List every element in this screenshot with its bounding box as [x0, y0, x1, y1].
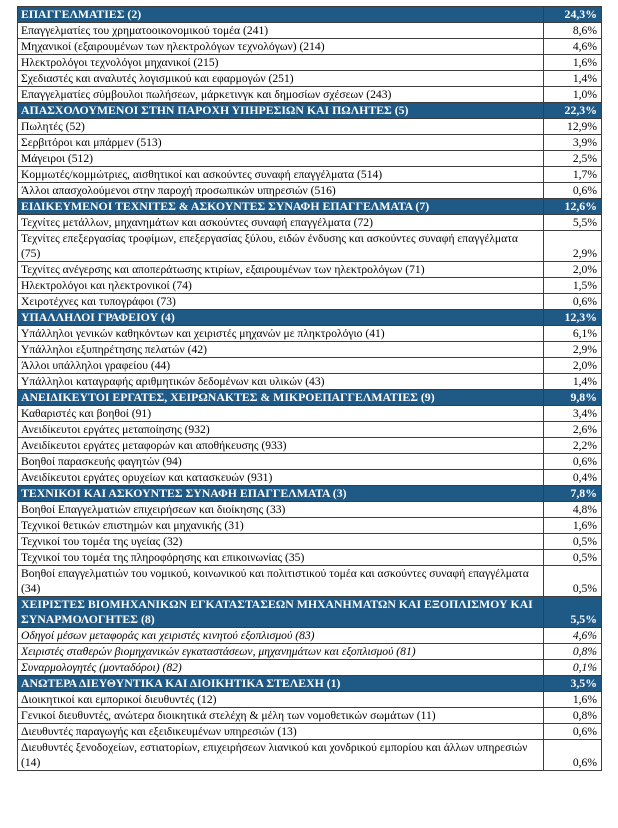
- table-row: [18, 39, 602, 55]
- section-header-row: [18, 597, 602, 628]
- occupation-percentage: 4,8%: [544, 502, 602, 518]
- section-total: 9,8%: [544, 390, 602, 406]
- occupation-label: Διευθυντές παραγωγής και εξειδικευμένων υπηρεσιών (13): [18, 724, 544, 740]
- occupation-percentage: 0,4%: [544, 470, 602, 486]
- occupation-label: Ηλεκτρολόγοι και ηλεκτρονικοί (74): [18, 278, 544, 294]
- occupation-label: Υπάλληλοι καταγραφής αριθμητικών δεδομένων και υλικών (43): [18, 374, 544, 390]
- occupation-percentage: 1,0%: [544, 87, 602, 103]
- section-total: 5,5%: [544, 597, 602, 628]
- occupation-label: Οδηγοί μέσων μεταφοράς και χειριστές κινητού εξοπλισμού (83): [18, 628, 544, 644]
- table-row: [18, 326, 602, 342]
- table-row: [18, 740, 602, 771]
- table-row: [18, 422, 602, 438]
- occupation-label: Τεχνικοί θετικών επιστημών και μηχανικής (31): [18, 518, 544, 534]
- occupation-percentage: 2,0%: [544, 262, 602, 278]
- occupation-percentage: 2,9%: [544, 231, 602, 262]
- section-total: 22,3%: [544, 103, 602, 119]
- occupation-label: Σερβιτόροι και μπάρμεν (513): [18, 135, 544, 151]
- table-row: [18, 278, 602, 294]
- occupation-label: Συναρμολογητές (μονταδόροι) (82): [18, 660, 544, 676]
- occupation-percentage: 1,6%: [544, 518, 602, 534]
- table-row: [18, 518, 602, 534]
- section-total: 7,8%: [544, 486, 602, 502]
- occupation-label: Υπάλληλοι εξυπηρέτησης πελατών (42): [18, 342, 544, 358]
- occupation-label: Βοηθοί παρασκευής φαγητών (94): [18, 454, 544, 470]
- section-title: ΑΝΩΤΕΡΑ ΔΙΕΥΘΥΝΤΙΚΑ ΚΑΙ ΔΙΟΙΚΗΤΙΚΑ ΣΤΕΛΕΧΗ (1): [18, 676, 544, 692]
- table-row: [18, 470, 602, 486]
- table-row: [18, 71, 602, 87]
- table-row: [18, 406, 602, 422]
- occupation-label: Ανειδίκευτοι εργάτες μεταφορών και αποθήκευσης (933): [18, 438, 544, 454]
- occupation-percentage: 0,5%: [544, 550, 602, 566]
- occupation-percentage: 2,0%: [544, 358, 602, 374]
- occupation-label: Τεχνίτες μετάλλων, μηχανημάτων και ασκούντες συναφή επαγγέλματα (72): [18, 215, 544, 231]
- section-total: 12,3%: [544, 310, 602, 326]
- section-title: ΑΠΑΣΧΟΛΟΥΜΕΝΟΙ ΣΤΗΝ ΠΑΡΟΧΗ ΥΠΗΡΕΣΙΩΝ ΚΑΙ ΠΩΛΗΤΕΣ (5): [18, 103, 544, 119]
- occupation-label: Υπάλληλοι γενικών καθηκόντων και χειριστές μηχανών με πληκτρολόγιο (41): [18, 326, 544, 342]
- table-row: [18, 438, 602, 454]
- table-row: [18, 119, 602, 135]
- occupation-label: Ανειδίκευτοι εργάτες ορυχείων και κατασκευών (931): [18, 470, 544, 486]
- table-row: [18, 644, 602, 660]
- occupation-label: Τεχνικοί του τομέα της υγείας (32): [18, 534, 544, 550]
- table-row: [18, 167, 602, 183]
- occupation-label: Επαγγελματίες του χρηματοοικονομικού τομέα (241): [18, 23, 544, 39]
- occupation-label: Τεχνίτες ανέγερσης και αποπεράτωσης κτιρίων, εξαιρουμένων των ηλεκτρολόγων (71): [18, 262, 544, 278]
- occupation-label: Επαγγελματίες σύμβουλοι πωλήσεων, μάρκετινγκ και δημοσίων σχέσεων (243): [18, 87, 544, 103]
- table-row: [18, 724, 602, 740]
- occupation-percentage: 1,4%: [544, 374, 602, 390]
- table-row: [18, 294, 602, 310]
- section-header-row: [18, 486, 602, 502]
- occupation-label: Χειροτέχνες και τυπογράφοι (73): [18, 294, 544, 310]
- occupation-percentage: 0,5%: [544, 566, 602, 597]
- section-title: ΥΠΑΛΛΗΛΟΙ ΓΡΑΦΕΙΟΥ (4): [18, 310, 544, 326]
- occupation-percentage: 1,5%: [544, 278, 602, 294]
- occupation-label: Άλλοι υπάλληλοι γραφείου (44): [18, 358, 544, 374]
- occupation-label: Διευθυντές ξενοδοχείων, εστιατορίων, επιχειρήσεων λιανικού και χονδρικού εμπορίου και άλλων υπηρεσιών (14): [18, 740, 544, 771]
- table-row: [18, 374, 602, 390]
- table-row: [18, 660, 602, 676]
- occupation-label: Πωλητές (52): [18, 119, 544, 135]
- occupation-percentage: 1,7%: [544, 167, 602, 183]
- occupation-label: Άλλοι απασχολούμενοι στην παροχή προσωπικών υπηρεσιών (516): [18, 183, 544, 199]
- section-total: 24,3%: [544, 7, 602, 23]
- table-row: [18, 151, 602, 167]
- occupation-percentage: 0,1%: [544, 660, 602, 676]
- occupation-percentage: 1,6%: [544, 55, 602, 71]
- occupation-percentage: 2,2%: [544, 438, 602, 454]
- table-row: [18, 262, 602, 278]
- occupation-label: Γενικοί διευθυντές, ανώτερα διοικητικά στελέχη & μέλη των νομοθετικών σωμάτων (11): [18, 708, 544, 724]
- occupation-percentage: 5,5%: [544, 215, 602, 231]
- occupation-percentage: 12,9%: [544, 119, 602, 135]
- section-header-row: [18, 103, 602, 119]
- section-header-row: [18, 7, 602, 23]
- table-row: [18, 692, 602, 708]
- table-row: [18, 342, 602, 358]
- table-row: [18, 358, 602, 374]
- occupation-percentage: 0,8%: [544, 644, 602, 660]
- section-title: ΕΠΑΓΓΕΛΜΑΤΙΕΣ (2): [18, 7, 544, 23]
- table-row: [18, 215, 602, 231]
- table-row: [18, 55, 602, 71]
- section-total: 12,6%: [544, 199, 602, 215]
- occupation-percentage: 2,9%: [544, 342, 602, 358]
- table-row: [18, 628, 602, 644]
- occupation-percentage: 3,4%: [544, 406, 602, 422]
- occupation-percentage: 0,6%: [544, 294, 602, 310]
- section-header-row: [18, 676, 602, 692]
- table-row: [18, 135, 602, 151]
- occupation-label: Μάγειροι (512): [18, 151, 544, 167]
- table-row: [18, 566, 602, 597]
- occupation-label: Μηχανικοί (εξαιρουμένων των ηλεκτρολόγων τεχνολόγων) (214): [18, 39, 544, 55]
- occupations-table-container: [17, 6, 601, 771]
- occupation-percentage: 2,5%: [544, 151, 602, 167]
- occupations-table-body: [18, 7, 602, 771]
- occupation-label: Τεχνικοί του τομέα της πληροφόρησης και επικοινωνίας (35): [18, 550, 544, 566]
- section-header-row: [18, 199, 602, 215]
- occupation-percentage: 1,4%: [544, 71, 602, 87]
- occupation-label: Διοικητικοί και εμπορικοί διευθυντές (12): [18, 692, 544, 708]
- occupations-table: [17, 6, 602, 771]
- occupation-percentage: 0,6%: [544, 740, 602, 771]
- table-row: [18, 231, 602, 262]
- occupation-label: Βοηθοί επαγγελματιών του νομικού, κοινωνικού και πολιτιστικού τομέα και ασκούντες συναφή επαγγέλματα (34): [18, 566, 544, 597]
- occupation-percentage: 3,9%: [544, 135, 602, 151]
- occupation-label: Τεχνίτες επεξεργασίας τροφίμων, επεξεργασίας ξύλου, ειδών ένδυσης και ασκούντες συναφή επαγγέλματα (75): [18, 231, 544, 262]
- section-title: ΧΕΙΡΙΣΤΕΣ ΒΙΟΜΗΧΑΝΙΚΩΝ ΕΓΚΑΤΑΣΤΑΣΕΩΝ ΜΗΧΑΝΗΜΑΤΩΝ ΚΑΙ ΕΞΟΠΛΙΣΜΟΥ ΚΑΙ ΣΥΝΑΡΜΟΛΟΓΗΤΕΣ (8): [18, 597, 544, 628]
- occupation-percentage: 0,6%: [544, 454, 602, 470]
- occupation-label: Ηλεκτρολόγοι τεχνολόγοι μηχανικοί (215): [18, 55, 544, 71]
- section-total: 3,5%: [544, 676, 602, 692]
- occupation-percentage: 4,6%: [544, 39, 602, 55]
- section-title: ΑΝΕΙΔΙΚΕΥΤΟΙ ΕΡΓΑΤΕΣ, ΧΕΙΡΩΝΑΚΤΕΣ & ΜΙΚΡΟΕΠΑΓΓΕΛΜΑΤΙΕΣ (9): [18, 390, 544, 406]
- occupation-percentage: 1,6%: [544, 692, 602, 708]
- occupation-percentage: 0,6%: [544, 724, 602, 740]
- table-row: [18, 87, 602, 103]
- occupation-label: Βοηθοί Επαγγελματιών επιχειρήσεων και διοίκησης (33): [18, 502, 544, 518]
- table-row: [18, 23, 602, 39]
- occupation-percentage: 8,6%: [544, 23, 602, 39]
- occupation-percentage: 0,6%: [544, 183, 602, 199]
- occupation-percentage: 6,1%: [544, 326, 602, 342]
- table-row: [18, 454, 602, 470]
- section-title: ΕΙΔΙΚΕΥΜΕΝΟΙ ΤΕΧΝΙΤΕΣ & ΑΣΚΟΥΝΤΕΣ ΣΥΝΑΦΗ ΕΠΑΓΓΕΛΜΑΤΑ (7): [18, 199, 544, 215]
- table-row: [18, 708, 602, 724]
- occupation-percentage: 4,6%: [544, 628, 602, 644]
- occupation-label: Σχεδιαστές και αναλυτές λογισμικού και εφαρμογών (251): [18, 71, 544, 87]
- occupation-percentage: 2,6%: [544, 422, 602, 438]
- section-header-row: [18, 310, 602, 326]
- occupation-label: Κομμωτές/κομμώτριες, αισθητικοί και ασκούντες συναφή επαγγέλματα (514): [18, 167, 544, 183]
- section-header-row: [18, 390, 602, 406]
- table-row: [18, 502, 602, 518]
- section-title: ΤΕΧΝΙΚΟΙ ΚΑΙ ΑΣΚΟΥΝΤΕΣ ΣΥΝΑΦΗ ΕΠΑΓΓΕΛΜΑΤΑ (3): [18, 486, 544, 502]
- occupation-label: Καθαριστές και βοηθοί (91): [18, 406, 544, 422]
- table-row: [18, 550, 602, 566]
- occupation-percentage: 0,8%: [544, 708, 602, 724]
- occupation-label: Χειριστές σταθερών βιομηχανικών εγκαταστάσεων, μηχανημάτων και εξοπλισμού (81): [18, 644, 544, 660]
- table-row: [18, 183, 602, 199]
- occupation-percentage: 0,5%: [544, 534, 602, 550]
- table-row: [18, 534, 602, 550]
- occupation-label: Ανειδίκευτοι εργάτες μεταποίησης (932): [18, 422, 544, 438]
